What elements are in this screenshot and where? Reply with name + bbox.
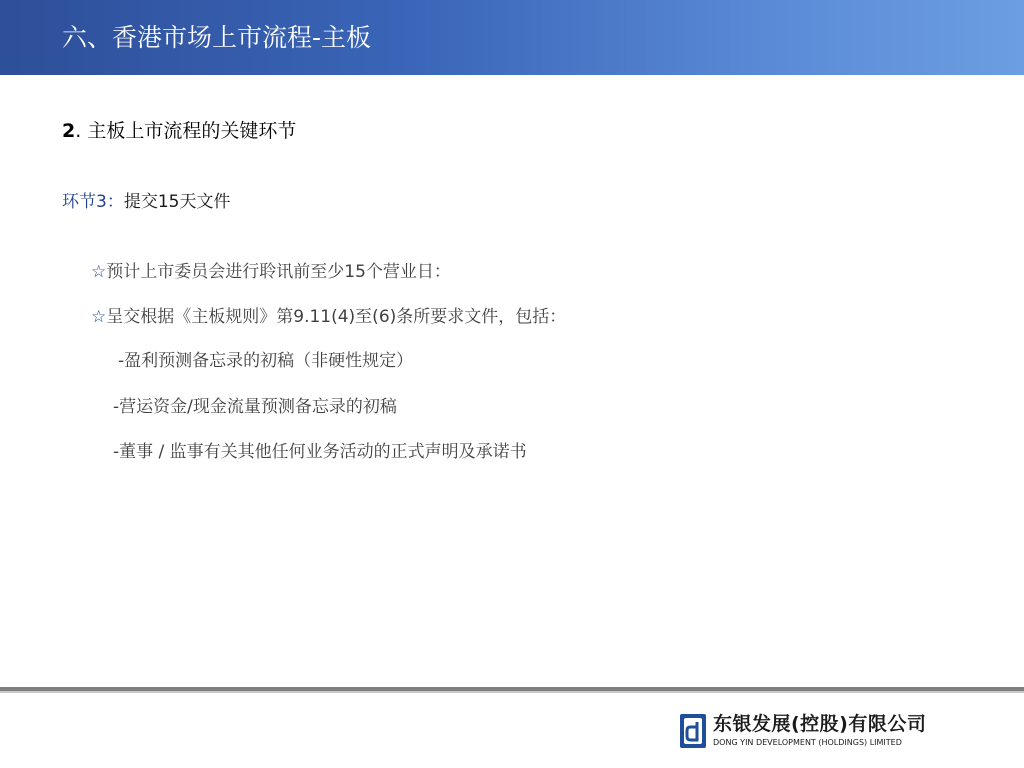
step-label: 环节3： — [62, 192, 124, 212]
step-text: 提交15天文件 — [123, 192, 231, 212]
company-name-cn: 东银发展(控股)有限公司 — [713, 713, 927, 735]
footer-divider-shadow — [0, 691, 1024, 693]
sub-item: -营运资金/现金流量预测备忘录的初稿 — [113, 397, 397, 417]
section-heading — [62, 118, 296, 144]
bullet-item — [91, 260, 451, 284]
sub-item: -董事 / 监事有关其他任何业务活动的正式声明及承诺书 — [113, 442, 527, 462]
star-icon: ☆ — [91, 262, 107, 282]
company-logo — [680, 712, 927, 752]
slide-header-bar — [0, 0, 1024, 75]
section-title: . 主板上市流程的关键环节 — [75, 120, 297, 142]
section-number: 2 — [62, 120, 76, 142]
sub-item: -盈利预测备忘录的初稿（非硬性规定） — [118, 351, 414, 371]
bullet-item — [91, 305, 566, 329]
slide-title: 六、香港市场上市流程-主板 — [62, 23, 372, 52]
star-icon: ☆ — [91, 307, 107, 327]
company-name-en: DONG YIN DEVELOPMENT (HOLDINGS) LIMITED — [713, 738, 902, 747]
company-logo-icon — [680, 714, 706, 748]
step-line — [62, 190, 230, 214]
bullet-text: 呈交根据《主板规则》第9.11(4)至(6)条所要求文件，包括： — [106, 307, 567, 327]
bullet-text: 预计上市委员会进行聆讯前至少15个营业日： — [106, 262, 451, 282]
